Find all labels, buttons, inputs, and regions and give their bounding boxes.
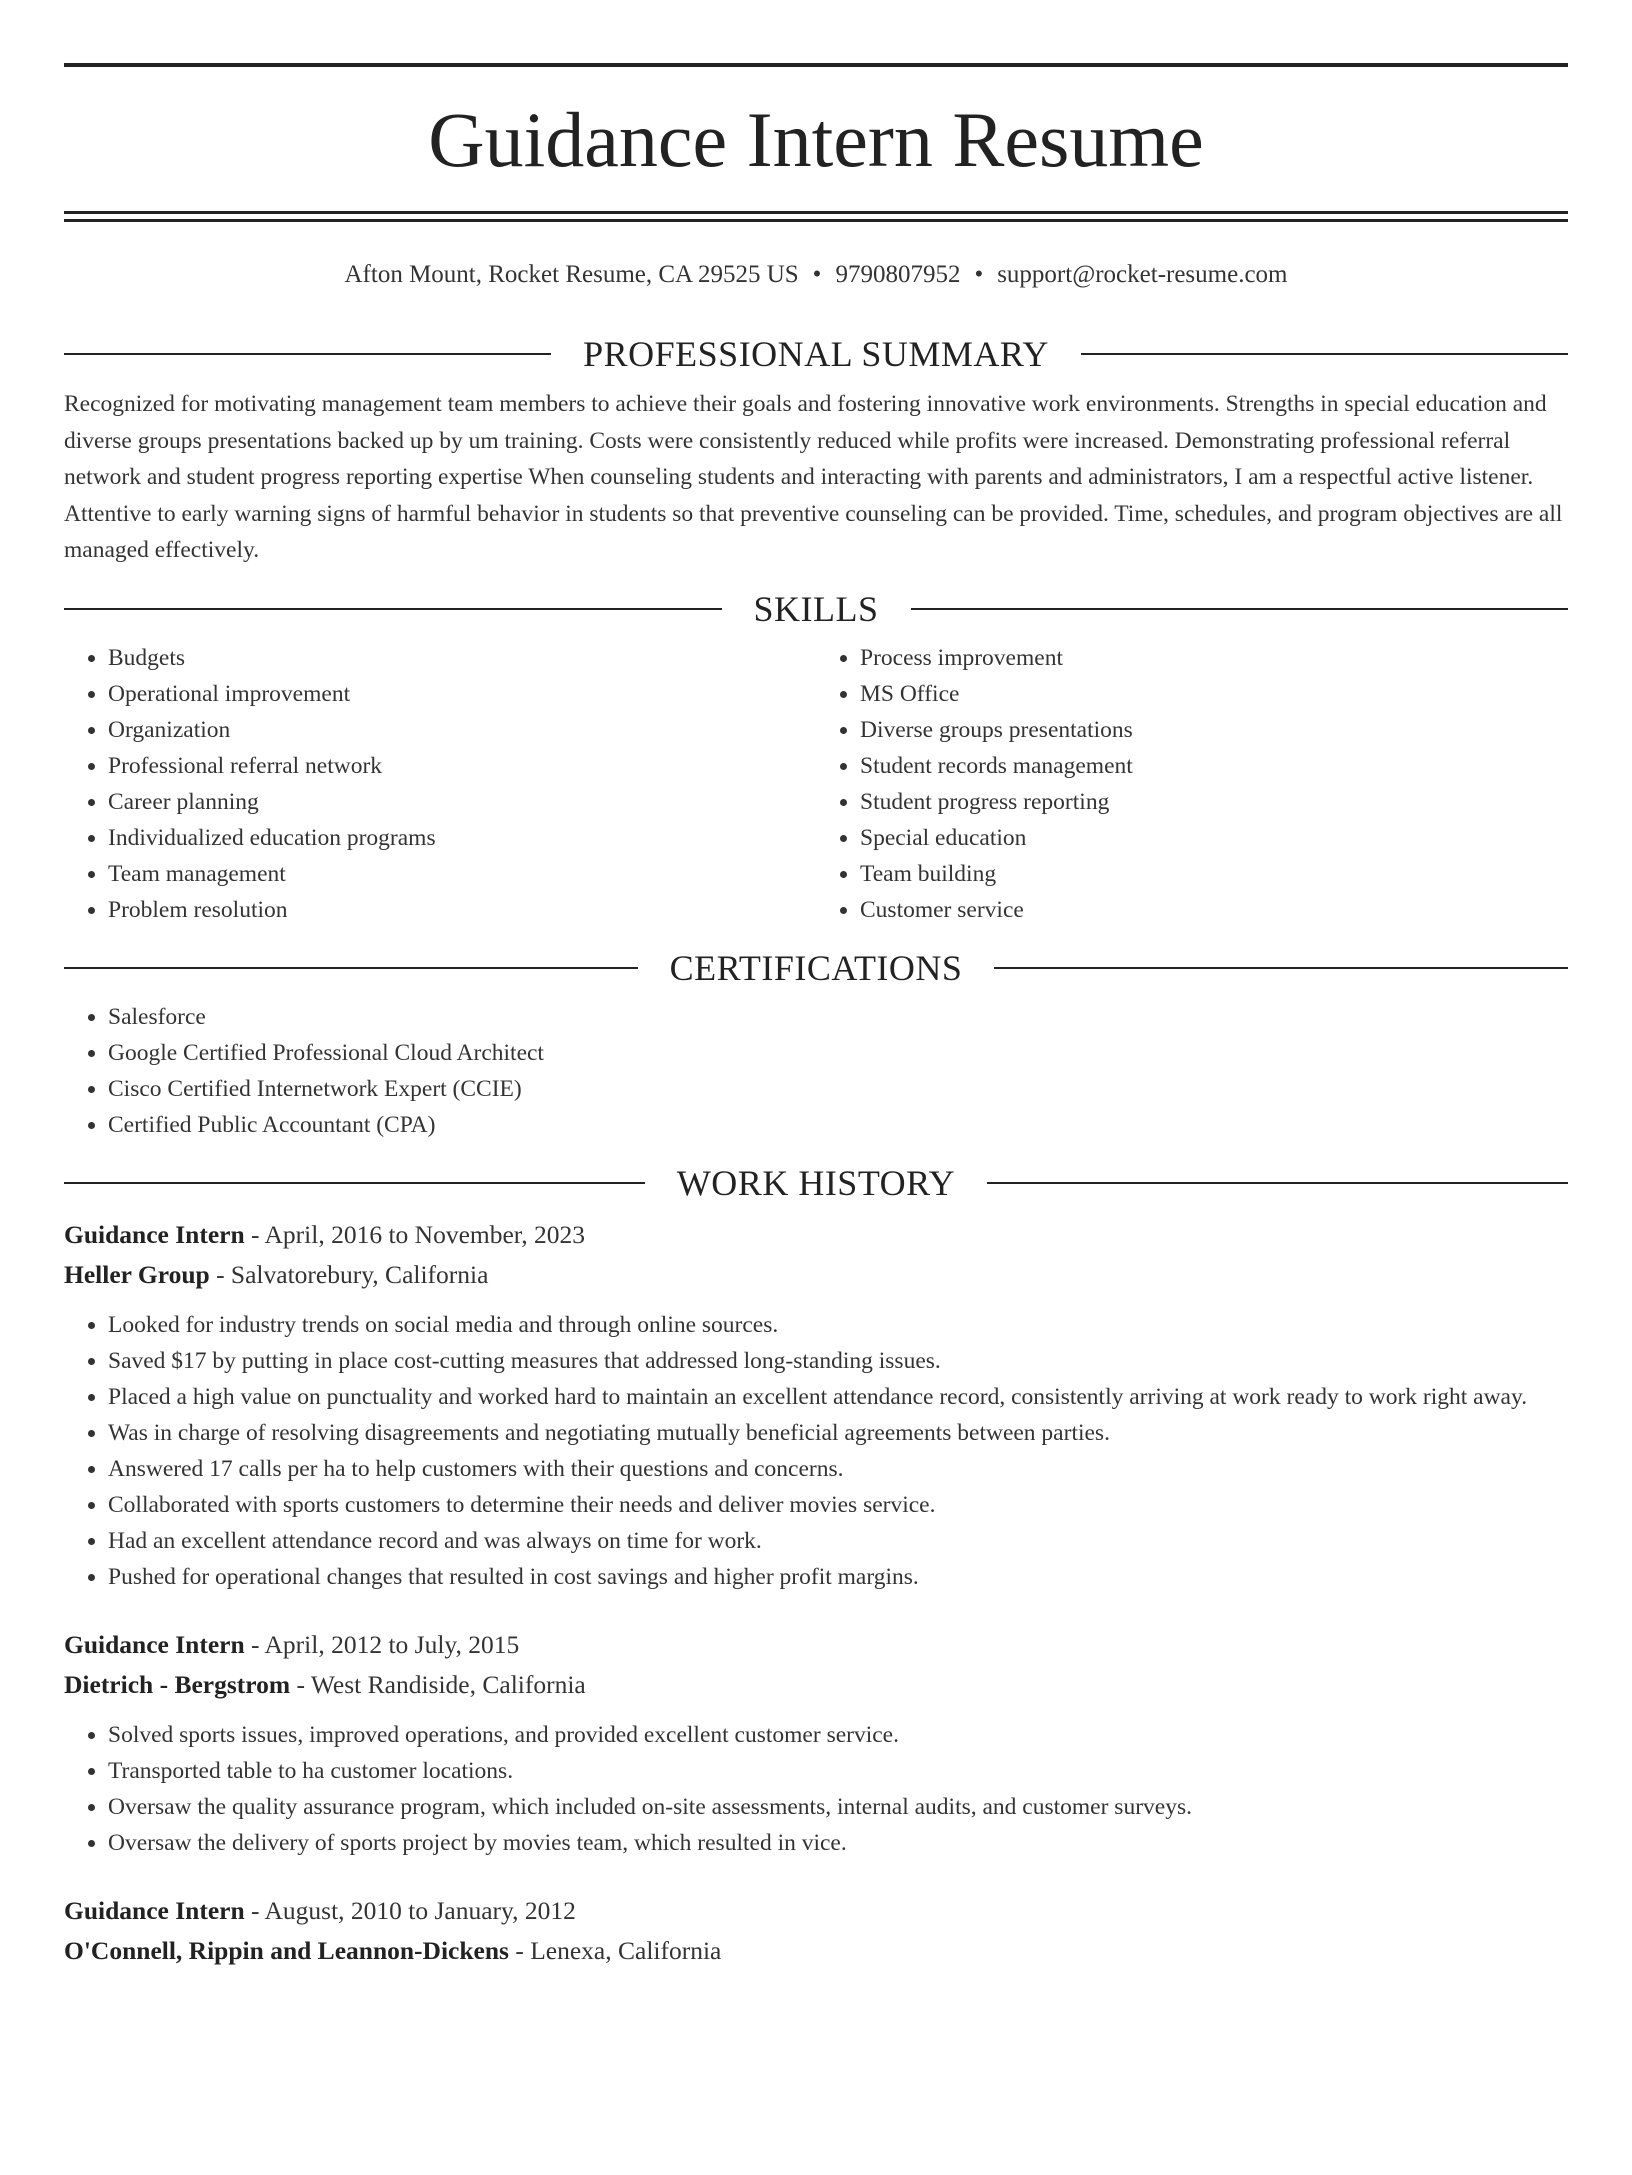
list-item: • Certified Public Accountant (CPA) bbox=[108, 1107, 1568, 1143]
list-item: • Answered 17 calls per ha to help customers with their questions and concerns. bbox=[108, 1451, 1568, 1487]
heading-rule bbox=[64, 967, 638, 969]
list-item: • Looked for industry trends on social media and through online sources. bbox=[108, 1307, 1568, 1343]
skills-list-left bbox=[64, 640, 816, 928]
job-duties-list bbox=[64, 1717, 1568, 1861]
section-title: CERTIFICATIONS bbox=[669, 947, 963, 988]
list-item: • Cisco Certified Internetwork Expert (CCIE) bbox=[108, 1071, 1568, 1107]
job-company: Dietrich - Bergstrom bbox=[64, 1669, 291, 1699]
list-item: • Oversaw the quality assurance program, which included on-site assessments, internal audits, and customer surveys. bbox=[108, 1789, 1568, 1825]
job-company-line bbox=[64, 1931, 1568, 1971]
list-item: • Organization bbox=[108, 712, 816, 748]
certifications-list bbox=[64, 999, 1568, 1143]
section-title: SKILLS bbox=[753, 588, 879, 629]
list-item: • Team management bbox=[108, 856, 816, 892]
resume-title: Guidance Intern Resume bbox=[428, 96, 1204, 183]
job-entry bbox=[64, 1625, 1568, 1861]
list-item: • Budgets bbox=[108, 640, 816, 676]
job-role: Guidance Intern bbox=[64, 1219, 245, 1249]
section-heading-certifications bbox=[64, 948, 1568, 988]
section-heading-work-history bbox=[64, 1163, 1568, 1203]
job-company-line bbox=[64, 1665, 1568, 1705]
list-item: • Process improvement bbox=[860, 640, 1568, 676]
section-heading-summary bbox=[64, 334, 1568, 374]
skills-list-right bbox=[816, 640, 1568, 928]
skills-columns bbox=[64, 640, 1568, 928]
list-item: • Operational improvement bbox=[108, 676, 816, 712]
resume-page bbox=[0, 63, 1632, 2175]
list-item: • Transported table to ha customer locations. bbox=[108, 1753, 1568, 1789]
list-item: • Pushed for operational changes that resulted in cost savings and higher profit margins. bbox=[108, 1559, 1568, 1595]
job-dates: - August, 2010 to January, 2012 bbox=[244, 1895, 576, 1925]
list-item: • Salesforce bbox=[108, 999, 1568, 1035]
list-item: • Career planning bbox=[108, 784, 816, 820]
section-title: PROFESSIONAL SUMMARY bbox=[583, 334, 1049, 374]
list-item: • Diverse groups presentations bbox=[860, 712, 1568, 748]
list-item: • Placed a high value on punctuality and worked hard to maintain an excellent attendance record, consistently arriving at work ready to work right away. bbox=[108, 1379, 1568, 1415]
list-item: • Was in charge of resolving disagreements and negotiating mutually beneficial agreements between parties. bbox=[108, 1415, 1568, 1451]
heading-rule bbox=[994, 967, 1568, 969]
heading-rule bbox=[911, 608, 1569, 610]
list-item: • Problem resolution bbox=[108, 892, 816, 928]
list-item: • Oversaw the delivery of sports project by movies team, which resulted in vice. bbox=[108, 1825, 1568, 1861]
contact-phone: 9790807952 bbox=[835, 261, 961, 288]
job-dates: - April, 2012 to July, 2015 bbox=[244, 1629, 520, 1659]
job-role: Guidance Intern bbox=[64, 1629, 245, 1659]
job-company-line bbox=[64, 1255, 1568, 1295]
heading-rule bbox=[1081, 353, 1568, 355]
contact-email: support@rocket-resume.com bbox=[997, 261, 1288, 288]
skills-column-left bbox=[64, 640, 816, 928]
contact-separator: • bbox=[812, 261, 822, 288]
section-title: WORK HISTORY bbox=[676, 1162, 956, 1203]
contact-separator: • bbox=[974, 261, 984, 288]
list-item: • Student records management bbox=[860, 748, 1568, 784]
list-item: • Solved sports issues, improved operations, and provided excellent customer service. bbox=[108, 1717, 1568, 1753]
job-company: Heller Group bbox=[64, 1259, 210, 1289]
job-location: - Lenexa, California bbox=[508, 1935, 722, 1965]
list-item: • Google Certified Professional Cloud Architect bbox=[108, 1035, 1568, 1071]
job-role: Guidance Intern bbox=[64, 1895, 245, 1925]
list-item: • Customer service bbox=[860, 892, 1568, 928]
heading-rule bbox=[64, 1182, 645, 1184]
job-title-line bbox=[64, 1215, 1568, 1255]
heading-rule bbox=[987, 1182, 1568, 1184]
list-item: • Individualized education programs bbox=[108, 820, 816, 856]
summary-text: Recognized for motivating management team members to achieve their goals and fostering innovative work environments. Strengths in special education and diverse groups presentations backed up by um training. Costs were consistently reduced while profits were increased. Demonstrating professional referral network and student progress reporting expertise When counseling students and interacting with parents and administrators, I am a respectful active listener. Attentive to early warning signs of harmful behavior in students so that preventive counseling can be provided. Time, schedules, and program objectives are all managed effectively. bbox=[64, 391, 1563, 563]
job-location: - West Randiside, California bbox=[290, 1669, 586, 1699]
top-rule bbox=[64, 63, 1568, 67]
skills-column-right bbox=[816, 640, 1568, 928]
heading-rule bbox=[64, 353, 551, 355]
contact-address: Afton Mount, Rocket Resume, CA 29525 US bbox=[344, 261, 799, 288]
job-entry bbox=[64, 1891, 1568, 1971]
list-item: • Collaborated with sports customers to determine their needs and deliver movies service. bbox=[108, 1487, 1568, 1523]
list-item: • Professional referral network bbox=[108, 748, 816, 784]
job-dates: - April, 2016 to November, 2023 bbox=[244, 1219, 586, 1249]
list-item: • Saved $17 by putting in place cost-cutting measures that addressed long-standing issues. bbox=[108, 1343, 1568, 1379]
job-location: - Salvatorebury, California bbox=[209, 1259, 489, 1289]
list-item: • Had an excellent attendance record and was always on time for work. bbox=[108, 1523, 1568, 1559]
section-heading-skills bbox=[64, 589, 1568, 629]
job-duties-list bbox=[64, 1307, 1568, 1595]
job-entry bbox=[64, 1215, 1568, 1595]
title-double-rule bbox=[64, 211, 1568, 222]
heading-rule bbox=[64, 608, 722, 610]
job-title-line bbox=[64, 1625, 1568, 1665]
contact-line bbox=[64, 260, 1568, 290]
list-item: • Student progress reporting bbox=[860, 784, 1568, 820]
list-item: • MS Office bbox=[860, 676, 1568, 712]
job-title-line bbox=[64, 1891, 1568, 1931]
list-item: • Special education bbox=[860, 820, 1568, 856]
job-company: O'Connell, Rippin and Leannon-Dickens bbox=[64, 1935, 509, 1965]
list-item: • Team building bbox=[860, 856, 1568, 892]
